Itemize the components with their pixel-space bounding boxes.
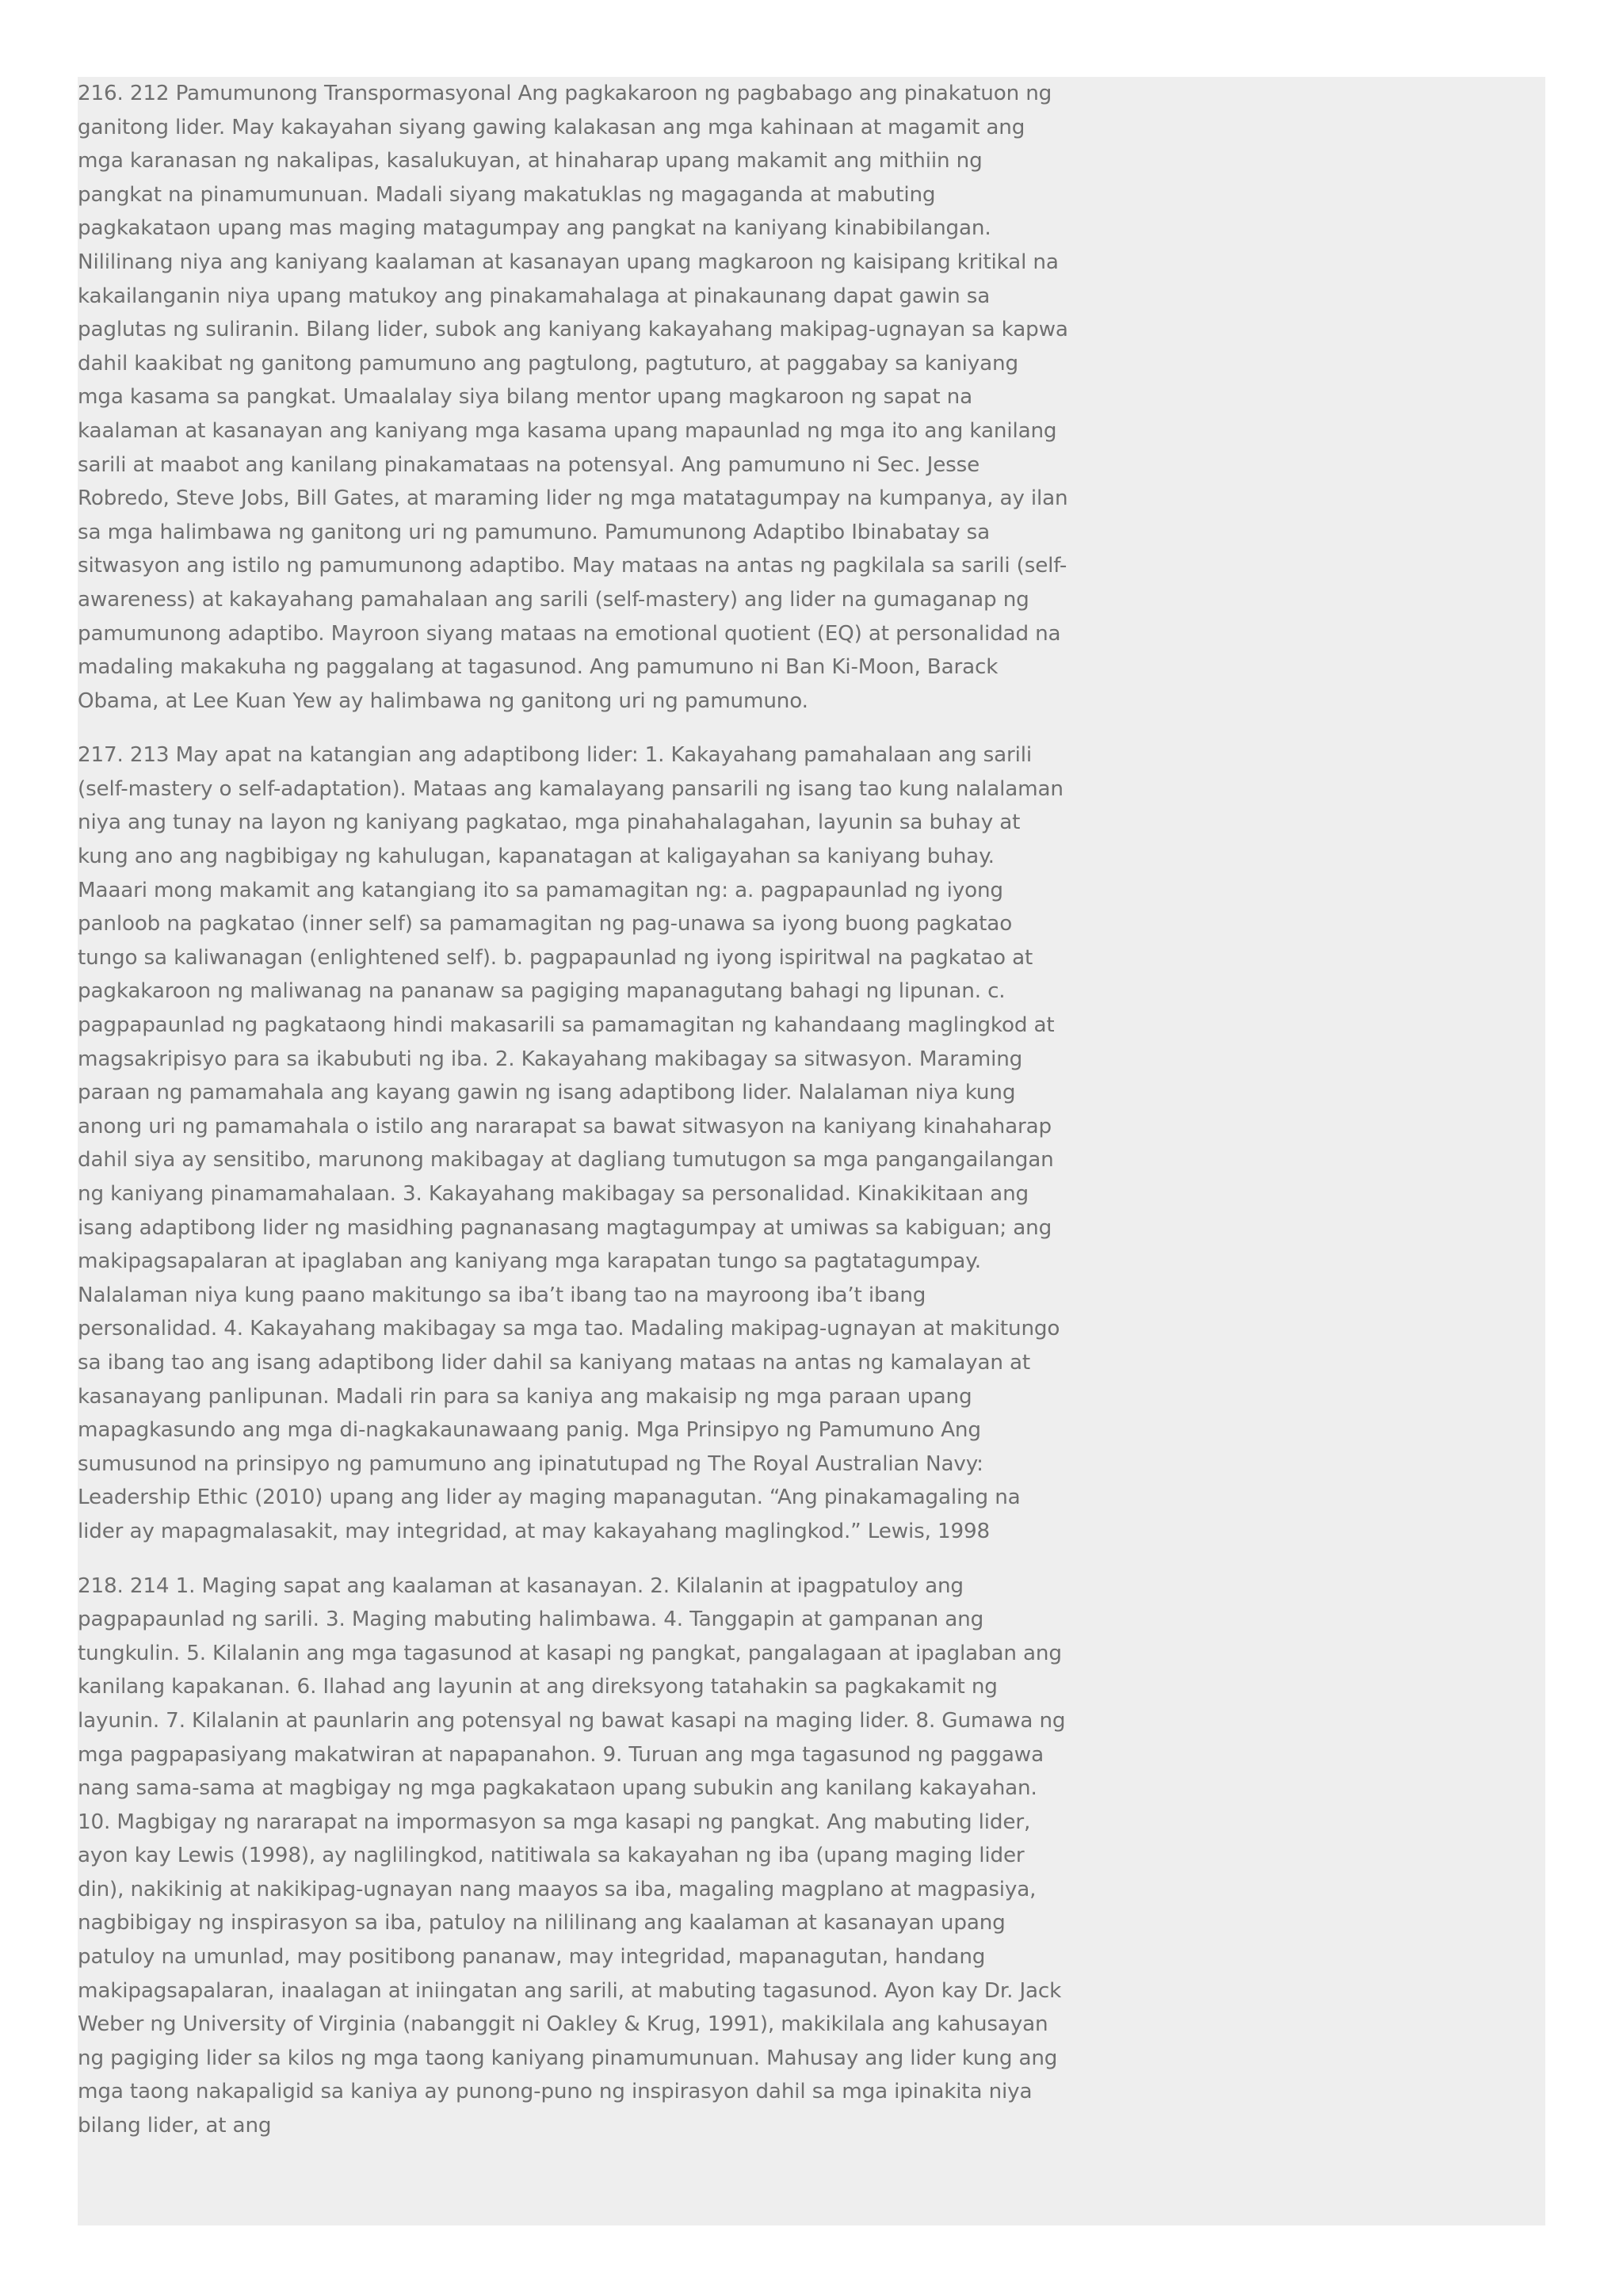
paragraph-217: 217. 213 May apat na katangian ang adaptibong lider: 1. Kakayahang pamahalaan ang sarili (self-mastery o self-adaptation). Mataas ang kamalayang pansarili ng isang tao kung nalalaman niya ang tunay na layon ng kaniyang pagkatao, mga pinahahalagahan, layunin sa buhay at kung ano ang nagbibigay ng kahulugan, kapanatagan at kaligayahan sa kaniyang buhay. Maaari mong makamit ang katangiang ito sa pamamagitan ng: a. pagpapaunlad ng iyong panloob na pagkatao (inner self) sa pamamagitan ng pag-unawa sa iyong buong pagkatao tungo sa kaliwanagan (enlightened self). b. pagpapaunlad ng iyong ispiritwal na pagkatao at pagkakaroon ng maliwanag na pananaw sa pagiging mapanagutang bahagi ng lipunan. c. pagpapaunlad ng pagkataong hindi makasarili sa pamamagitan ng kahandaang maglingkod at magsakripisyo para sa ikabubuti ng iba. 2. Kakayahang makibagay sa sitwasyon. Maraming paraan ng pamamahala ang kayang gawin ng isang adaptibong lider. Nalalaman niya kung anong uri ng pamamahala o istilo ang nararapat sa bawat sitwasyon na kaniyang kinahaharap dahil siya ay sensitibo, marunong makibagay at dagliang tumutugon sa mga pangangailangan ng kaniyang pinamamahalaan. 3. Kakayahang makibagay sa personalidad. Kinakikitaan ang isang adaptibong lider ng masidhing pagnanasang magtagumpay at umiwas sa kabiguan; ang makipagsapalaran at ipaglaban ang kaniyang mga karapatan tungo sa pagtatagumpay. Nalalaman niya kung paano makitungo sa iba’t ibang tao na mayroong iba’t ibang personalidad. 4. Kakayahang makibagay sa mga tao. Madaling makipag-ugnayan at makitungo sa ibang tao ang isang adaptibong lider dahil sa kaniyang mataas na antas ng kamalayan at kasanayang panlipunan. Madali rin para sa kaniya ang makaisip ng mga paraan upang mapagkasundo ang mga di-nagkakaunawaang panig. Mga Prinsipyo ng Pamumuno Ang sumusunod na prinsipyo ng pamumuno ang ipinatutupad ng The Royal Australian Navy: Leadership Ethic (2010) upang ang lider ay maging mapanagutan. “Ang pinakamagaling na lider ay mapagmalasakit, may integridad, at may kakayahang maglingkod.” Lewis, 1998 bbox=[78, 743, 1064, 1543]
paragraph-218: 218. 214 1. Maging sapat ang kaalaman at kasanayan. 2. Kilalanin at ipagpatuloy ang pagpapaunlad ng sarili. 3. Maging mabuting halimbawa. 4. Tanggapin at gampanan ang tungkulin. 5. Kilalanin ang mga tagasunod at kasapi ng pangkat, pangalagaan at ipaglaban ang kanilang kapakanan. 6. Ilahad ang layunin at ang direksyong tatahakin sa pagkakamit ng layunin. 7. Kilalanin at paunlarin ang potensyal ng bawat kasapi na maging lider. 8. Gumawa ng mga pagpapasiyang makatwiran at napapanahon. 9. Turuan ang mga tagasunod ng paggawa nang sama-sama at magbigay ng mga pagkakataon upang subukin ang kanilang kakayahan. 10. Magbigay ng nararapat na impormasyon sa mga kasapi ng pangkat. Ang mabuting lider, ayon kay Lewis (1998), ay naglilingkod, natitiwala sa kakayahan ng iba (upang maging lider din), nakikinig at nakikipag-ugnayan nang maayos sa iba, magaling magplano at magpasiya, nagbibigay ng inspirasyon sa iba, patuloy na nililinang ang kaalaman at kasanayan upang patuloy na umunlad, may positibong pananaw, may integridad, mapanagutan, handang makipagsapalaran, inaalagan at iniingatan ang sarili, at mabuting tagasunod. Ayon kay Dr. Jack Weber ng University of Virginia (nabanggit ni Oakley & Krug, 1991), makikilala ang kahusayan ng pagiging lider sa kilos ng mga taong kaniyang pinamumunuan. Mahusay ang lider kung ang mga taong nakapaligid sa kaniya ay punong-puno ng inspirasyon dahil sa mga ipinakita niya bilang lider, at ang bbox=[78, 1573, 1066, 2138]
document-body bbox=[78, 77, 1068, 2164]
paragraph-216: 216. 212 Pamumunong Transpormasyonal Ang pagkakaroon ng pagbabago ang pinakatuon ng ganitong lider. May kakayahan siyang gawing kalakasan ang mga kahinaan at magamit ang mga karanasan ng nakalipas, kasalukuyan, at hinaharap upang makamit ang mithiin ng pangkat na pinamumunuan. Madali siyang makatuklas ng magaganda at mabuting pagkakataon upang mas maging matagumpay ang pangkat na kaniyang kinabibilangan. Nililinang niya ang kaniyang kaalaman at kasanayan upang magkaroon ng kaisipang kritikal na kakailanganin niya upang matukoy ang pinakamahalaga at pinakaunang dapat gawin sa paglutas ng suliranin. Bilang lider, subok ang kaniyang kakayahang makipag-ugnayan sa kapwa dahil kaakibat ng ganitong pamumuno ang pagtulong, pagtuturo, at paggabay sa kaniyang mga kasama sa pangkat. Umaalalay siya bilang mentor upang magkaroon ng sapat na kaalaman at kasanayan ang kaniyang mga kasama upang mapaunlad ng mga ito ang kanilang sarili at maabot ang kanilang pinakamataas na potensyal. Ang pamumuno ni Sec. Jesse Robredo, Steve Jobs, Bill Gates, at maraming lider ng mga matatagumpay na kumpanya, ay ilan sa mga halimbawa ng ganitong uri ng pamumuno. Pamumunong Adaptibo Ibinabatay sa sitwasyon ang istilo ng pamumunong adaptibo. May mataas na antas ng pagkilala sa sarili (self-awareness) at kakayahang pamahalaan ang sarili (self-mastery) ang lider na gumaganap ng pamumunong adaptibo. Mayroon siyang mataas na emotional quotient (EQ) at personalidad na madaling makakuha ng paggalang at tagasunod. Ang pamumuno ni Ban Ki-Moon, Barack Obama, at Lee Kuan Yew ay halimbawa ng ganitong uri ng pamumuno. bbox=[78, 82, 1068, 713]
